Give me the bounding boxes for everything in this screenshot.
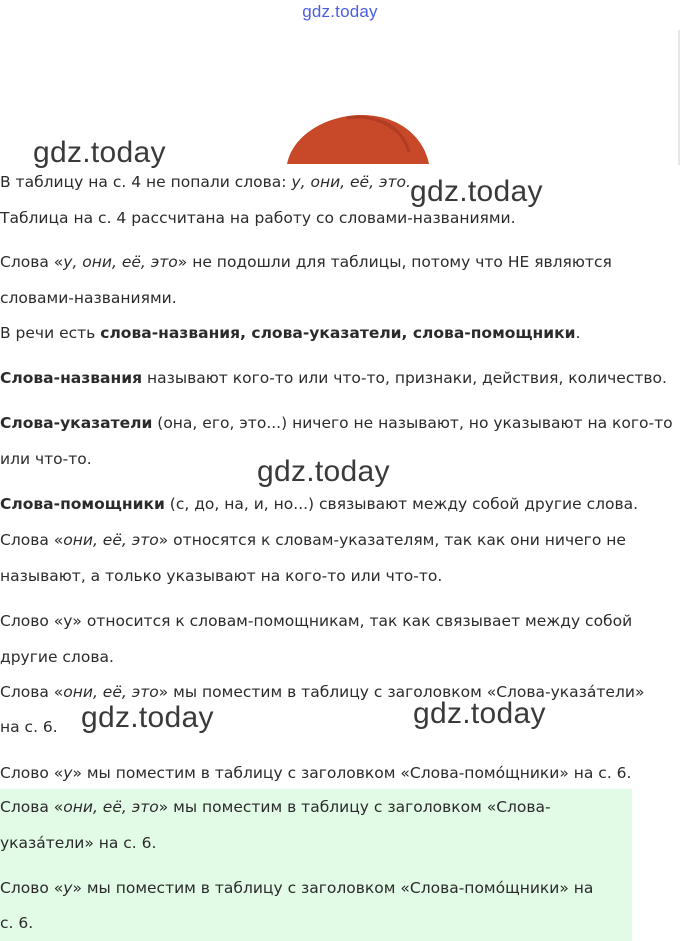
text-line-17 bbox=[0, 797, 551, 817]
text-segment: » мы поместим в таблицу с заголовком «Слова- bbox=[158, 798, 551, 816]
text-segment: называют кого-то или что-то, признаки, действия, количество. bbox=[142, 369, 667, 387]
text-line-4: словами-названиями. bbox=[0, 289, 177, 307]
text-segment: Слово « bbox=[0, 879, 64, 897]
site-logo[interactable]: gdz.today bbox=[302, 2, 378, 21]
text-italic: они, её, это bbox=[63, 683, 159, 701]
text-italic: у, они, её, это. bbox=[291, 173, 411, 191]
text-bold: Слова-указатели bbox=[0, 414, 153, 432]
text-segment: (она, его, это...) ничего не называют, но указывают на кого-то bbox=[152, 414, 673, 432]
text-italic: у bbox=[63, 764, 73, 782]
text-line-11: называют, а только указывают на кого-то или что-то. bbox=[0, 567, 443, 585]
text-segment: Слова « bbox=[0, 531, 64, 549]
text-segment: Слова « bbox=[0, 253, 64, 271]
text-segment: Слова « bbox=[0, 683, 64, 701]
text-line-13: другие слова. bbox=[0, 648, 114, 666]
text-line-18: указа́тели» на с. 6. bbox=[0, 834, 157, 852]
watermark: gdz.today bbox=[33, 136, 166, 169]
text-italic: у, они, её, это bbox=[63, 253, 178, 271]
text-line-14 bbox=[0, 682, 644, 702]
text-italic: они, её, это bbox=[63, 798, 159, 816]
text-segment: » мы поместим в таблицу с заголовком «Слова-помо́щники» на bbox=[72, 879, 594, 897]
watermark: gdz.today bbox=[257, 455, 390, 488]
text-line-5 bbox=[0, 323, 580, 343]
text-bold: Слова-названия bbox=[0, 369, 143, 387]
text-line-15: на с. 6. bbox=[0, 718, 58, 736]
text-line-6 bbox=[0, 368, 667, 388]
text-italic: у bbox=[63, 879, 73, 897]
text-segment: В таблицу на с. 4 не попали слова: bbox=[0, 173, 292, 191]
text-segment: » мы поместим в таблицу с заголовком «Слова-помо́щники» на с. 6. bbox=[72, 764, 632, 782]
watermark: gdz.today bbox=[413, 697, 546, 730]
text-segment: Слова « bbox=[0, 798, 64, 816]
text-line-16 bbox=[0, 763, 631, 783]
text-segment: В речи есть bbox=[0, 324, 101, 342]
text-segment: Слово « bbox=[0, 764, 64, 782]
text-line-12: Слово «у» относится к словам-помощникам, так как связывает между собой bbox=[0, 612, 633, 630]
hair-shape-icon bbox=[287, 112, 429, 164]
text-line-19 bbox=[0, 878, 593, 898]
text-segment: » относятся к словам-указателям, так как они ничего не bbox=[158, 531, 626, 549]
text-line-8: или что-то. bbox=[0, 450, 92, 468]
text-bold: слова-названия, слова-указатели, слова-помощники bbox=[100, 324, 576, 342]
hair-illustration bbox=[287, 112, 429, 164]
text-line-9 bbox=[0, 494, 638, 514]
text-segment: » мы поместим в таблицу с заголовком «Слова-указа́тели» bbox=[158, 683, 645, 701]
text-line-3 bbox=[0, 252, 612, 272]
watermark: gdz.today bbox=[81, 701, 214, 734]
text-bold: Слова-помощники bbox=[0, 495, 165, 513]
text-segment: . bbox=[575, 324, 581, 342]
text-line-10 bbox=[0, 530, 626, 550]
text-segment: » не подошли для таблицы, потому что НЕ являются bbox=[177, 253, 612, 271]
text-line-7 bbox=[0, 413, 673, 433]
watermark: gdz.today bbox=[410, 175, 543, 208]
text-italic: они, её, это bbox=[63, 531, 159, 549]
text-line-20: с. 6. bbox=[0, 914, 34, 932]
text-line-2: Таблица на с. 4 рассчитана на работу со словами-названиями. bbox=[0, 209, 516, 227]
text-segment: (с, до, на, и, но...) связывают между собой другие слова. bbox=[164, 495, 639, 513]
text-line-1 bbox=[0, 172, 411, 192]
